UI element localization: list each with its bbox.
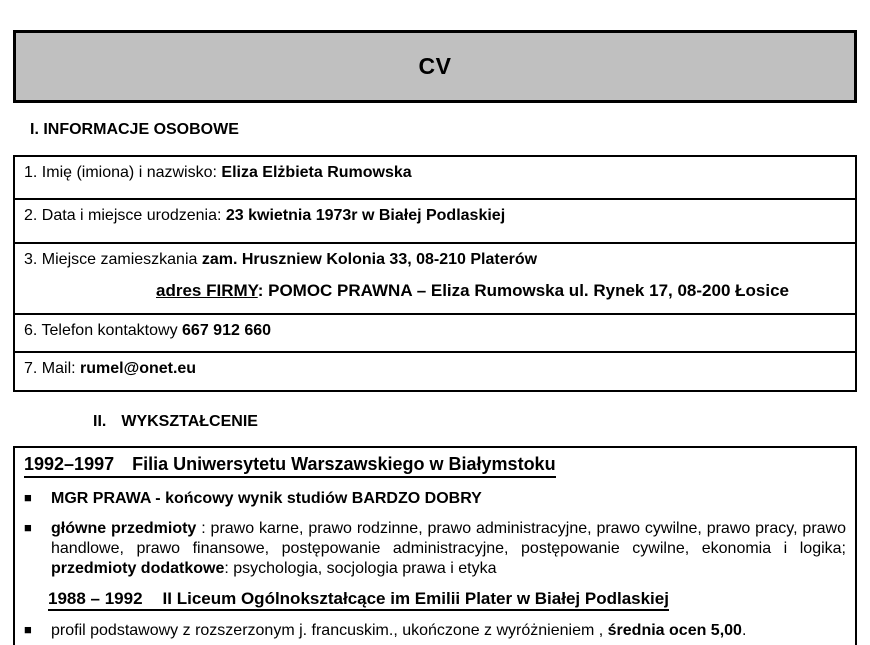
education-table <box>13 446 857 645</box>
row-label: 2. Data i miejsce urodzenia: <box>24 207 226 224</box>
row-label: 7. Mail: <box>24 360 81 377</box>
highschool-period: 1988 – 1992 <box>48 588 143 608</box>
profile-text: profil podstawowy z rozszerzonym j. francuskim., ukończone z wyróżnieniem , <box>51 622 608 640</box>
highschool-title-line <box>48 589 846 612</box>
main-subjects-label: główne przedmioty <box>51 519 197 537</box>
square-bullet-icon: ■ <box>24 489 32 505</box>
degree-text: MGR PRAWA - końcowy wynik studiów BARDZO DOBRY <box>51 489 482 507</box>
table-row-name <box>15 157 855 200</box>
table-row-email <box>15 353 855 390</box>
row-value: zam. Hruszniew Kolonia 33, 08-210 Platerów <box>201 251 538 268</box>
subjects-paragraph <box>24 518 846 579</box>
highschool-name: II Liceum Ogólnokształcące im Emilii Plater w Białej Podlaskiej <box>162 588 669 608</box>
cv-document-page <box>0 30 870 645</box>
university-title-line <box>24 454 846 478</box>
square-bullet-icon: ■ <box>24 622 32 638</box>
extra-subjects-list: : psychologia, socjologia prawa i etyka <box>224 559 497 577</box>
university-title-underline <box>24 454 556 478</box>
row-value: 667 912 660 <box>182 322 272 339</box>
main-subjects-list: : prawo karne, prawo rodzinne, prawo administracyjne, prawo cywilne, prawo pracy, prawo handlowe, prawo finansowe, postępowanie administracyjne, postępowanie cywilne, ekonomia i logika; <box>51 519 847 557</box>
row-value: 23 kwietnia 1973r w Białej Podlaskiej <box>225 207 506 224</box>
university-period: 1992–1997 <box>24 454 115 474</box>
company-address-label: adres FIRMY <box>156 281 258 300</box>
university-name: Filia Uniwersytetu Warszawskiego w Białymstoku <box>132 454 556 474</box>
company-address-value: : POMOC PRAWNA – Eliza Rumowska ul. Rynek 17, 08-200 Łosice <box>257 281 789 300</box>
row-label: 3. Miejsce zamieszkania <box>24 251 202 268</box>
degree-line <box>24 488 846 509</box>
row-value: rumel@onet.eu <box>80 360 197 377</box>
table-row-birth <box>15 200 855 244</box>
section-heading-personal-info: I. INFORMACJE OSOBOWE <box>30 121 239 138</box>
square-bullet-icon: ■ <box>24 519 32 535</box>
document-title: CV <box>418 53 452 79</box>
profile-end: . <box>741 622 747 640</box>
company-address-line <box>156 281 847 301</box>
profile-line <box>24 620 846 641</box>
grade-average: średnia ocen 5,00 <box>607 622 742 640</box>
home-address-line <box>24 251 847 269</box>
row-label: 6. Telefon kontaktowy <box>24 322 183 339</box>
table-row-phone <box>15 315 855 353</box>
personal-info-table <box>13 155 857 392</box>
section-title: WYKSZTAŁCENIE <box>121 413 258 430</box>
highschool-title-underline <box>48 589 669 612</box>
section-heading-education <box>93 413 870 431</box>
cv-title-box <box>13 30 857 103</box>
extra-subjects-label: przedmioty dodatkowe <box>51 559 225 577</box>
section-number: II. <box>93 413 107 430</box>
row-value: Eliza Elżbieta Rumowska <box>221 164 412 181</box>
row-label: 1. Imię (imiona) i nazwisko: <box>24 164 222 181</box>
table-row-address <box>15 244 855 315</box>
